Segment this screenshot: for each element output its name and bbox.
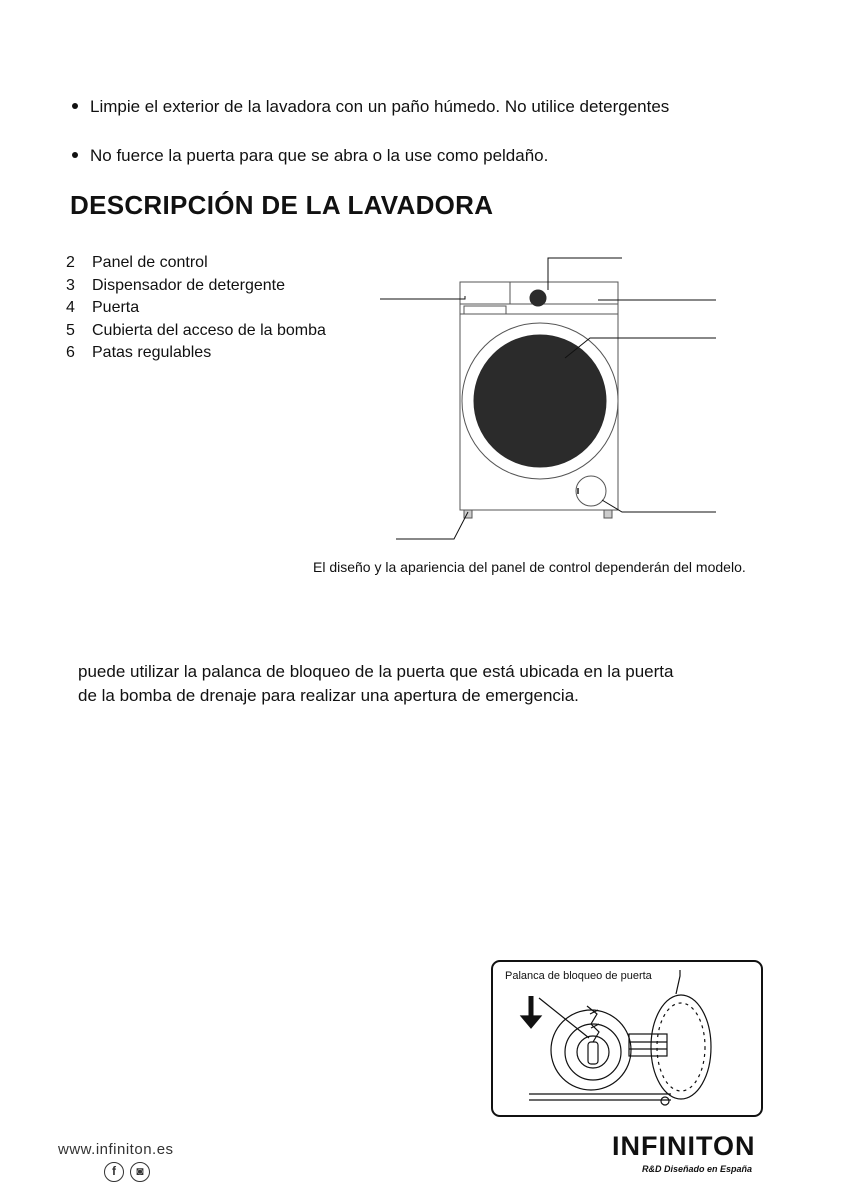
parts-list-item	[66, 320, 326, 343]
door-lock-lever-figure	[491, 960, 763, 1117]
brand-tagline: R&D Diseñado en España	[642, 1164, 753, 1174]
pump-plug	[577, 1036, 609, 1068]
pump-housing-outer	[551, 1010, 631, 1090]
section-title: DESCRIPCIÓN DE LA LAVADORA	[70, 190, 494, 220]
part-number: 3	[66, 276, 75, 294]
parts-list-item	[66, 275, 326, 298]
parts-list-item	[66, 342, 326, 365]
part-number: 2	[66, 254, 75, 271]
bullet-dot	[72, 103, 78, 109]
bullet-text: No fuerce la puerta para que se abra o la use como peldaño.	[90, 146, 549, 165]
brand-logo: INFINITON	[612, 1131, 756, 1161]
part-number: 6	[66, 344, 75, 361]
door-glass	[474, 335, 606, 467]
label-leader-line	[676, 970, 680, 994]
leader-line-knob	[548, 258, 622, 290]
bullet-dot	[72, 152, 78, 158]
door-lock-illustration	[493, 962, 761, 1115]
instagram-icon[interactable]: ◙	[130, 1162, 150, 1182]
parts-list-item	[66, 297, 326, 320]
washing-machine-diagram	[370, 248, 730, 548]
part-number: 5	[66, 321, 75, 339]
hinge-bracket	[629, 1034, 667, 1056]
diagram-caption: El diseño y la apariencia del panel de control dependerán del modelo.	[313, 559, 746, 575]
parts-list	[66, 252, 326, 365]
part-label: Patas regulables	[92, 344, 212, 361]
part-label: Dispensador de detergente	[92, 276, 286, 294]
pump-plug-grip	[588, 1042, 598, 1064]
leader-line-dispenser	[380, 296, 465, 299]
bullet-clean-exterior	[72, 97, 669, 117]
pump-cover	[576, 476, 606, 506]
program-knob-icon	[530, 290, 546, 306]
down-arrow-icon	[521, 1016, 541, 1028]
lock-lever-label: Palanca de bloqueo de puerta	[505, 970, 652, 982]
pump-door-cover	[651, 995, 711, 1099]
paragraph-line: de la bomba de drenaje para realizar una apertura de emergencia.	[78, 686, 579, 705]
leader-line-feet	[396, 512, 468, 539]
bullet-text: Limpie el exterior de la lavadora con un paño húmedo. No utilice detergentes	[90, 97, 670, 116]
pump-door-rim	[657, 1003, 705, 1091]
part-number: 4	[66, 299, 75, 316]
lever-leader-line	[539, 998, 589, 1038]
facebook-icon[interactable]: f	[104, 1162, 124, 1182]
right-foot	[604, 510, 612, 518]
dispenser-drawer	[464, 306, 506, 314]
pump-housing-inner	[565, 1024, 621, 1080]
parts-list-item	[66, 252, 326, 275]
paragraph-line: puede utilizar la palanca de bloqueo de la puerta que está ubicada en la puerta	[78, 662, 674, 681]
foot-screw	[661, 1097, 669, 1105]
website-link[interactable]: www.infiniton.es	[58, 1141, 174, 1158]
pump-cover-latch	[577, 488, 579, 494]
emergency-opening-paragraph	[78, 660, 673, 708]
part-label: Cubierta del acceso de la bomba	[92, 321, 326, 339]
part-label: Panel de control	[92, 254, 208, 271]
leader-line-pump-cover	[602, 500, 716, 512]
bullet-door-warning	[72, 146, 548, 166]
part-label: Puerta	[92, 299, 140, 316]
